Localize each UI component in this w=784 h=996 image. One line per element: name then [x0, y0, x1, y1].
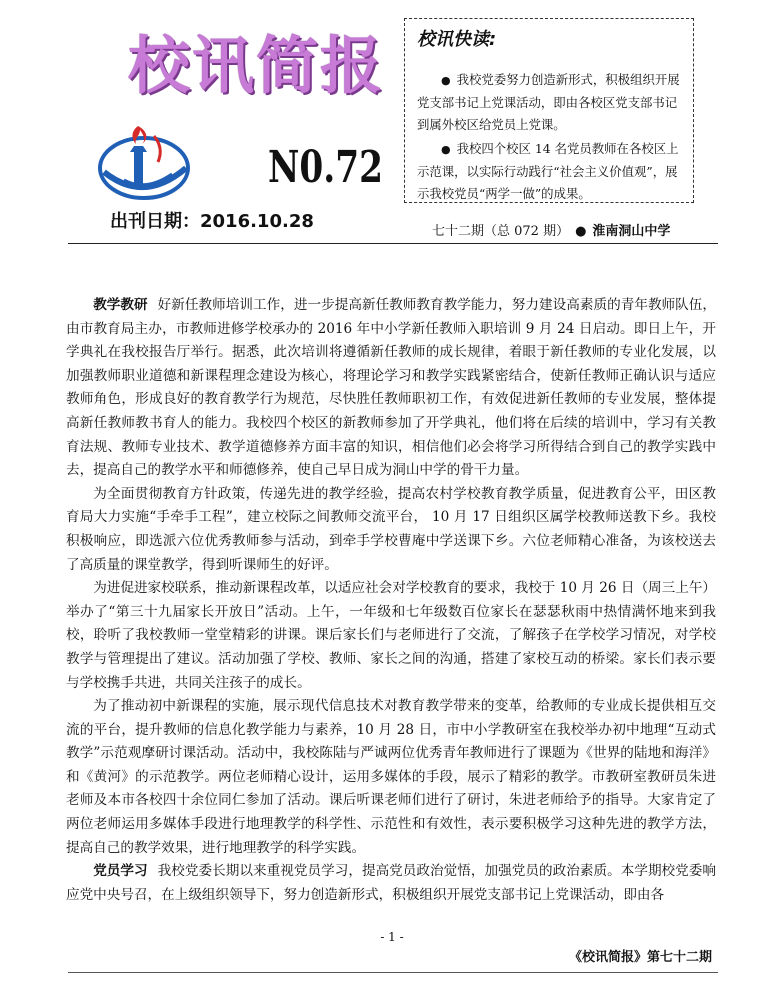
school-name: 淮南洞山中学 [592, 224, 671, 239]
article-body [66, 294, 716, 907]
issue-info-line [432, 220, 670, 239]
paragraph-text: 为进促进家校联系，推动新课程改革，以适应社会对学校教育的要求，我校于 10 月 26 日（周三上午）举办了“第三十九届家长开放日”活动。上午，一年级和七年级数百位家长在瑟瑟秋雨中热情满怀地来到我校，聆听了我校教师一堂堂精彩的讲课。课后家长们与老师进行了交流，了解孩子在学校学习情况，对学校教学与管理提出了建议。活动加强了学校、教师、家长之间的沟通，搭建了家校互动的桥梁。家长们表示要与学校携手共进，共同关注孩子的成长。 [66, 580, 717, 691]
issue-number: N0.72 [268, 142, 383, 193]
page-number: - 1 - [380, 930, 404, 944]
bullet-icon: ● [575, 224, 587, 239]
news-digest-item [417, 69, 683, 136]
article-paragraph [66, 483, 716, 577]
article-paragraph [66, 577, 716, 695]
news-digest-box [404, 18, 694, 203]
paragraph-text: 好新任教师培训工作，进一步提高新任教师教育教学能力，努力建设高素质的青年教师队伍，由市教育局主办，市教师进修学校承办的 2016 年中小学新任教师入职培训 9 月 24 日启动。即日上午，开学典礼在我校报告厅举行。据悉，此次培训将遵循新任教师的成长规律，着眼于新任教师的专业化发展，以加强教师职业道德和新课程理念建设为核心，将理论学习和教学实践紧密结合，使新任教师正确认识与适应教师角色，形成良好的教育教学行为规范，尽快胜任教师职初工作，有效促进新任教师的专业发展，整体提高新任教师教书育人的能力。我校四个校区的新教师参加了开学典礼，他们将在后续的培训中，学习有关教育法规、教师专业技术、教学道德修养方面丰富的知识，相信他们必会将学习所得结合到自己的教学实践中去，提高自己的教学水平和师德修养，使自己早日成为洞山中学的骨干力量。 [66, 297, 717, 479]
news-digest-item [417, 138, 683, 205]
masthead-title: 校讯简报 [128, 29, 385, 102]
paragraph-text: 为了推动初中新课程的实施，展示现代信息技术对教育教学带来的变革，给教师的专业成长提供相互交流的平台，提升教师的信息化教学能力与素养，10 月 28 日，市中小学教研室在我校举办初中地理“互动式教学”示范观摩研讨课活动。活动中，我校陈陆与严诚两位优秀青年教师进行了课题为《世界的陆地和海洋》和《黄河》的示范教学。两位老师精心设计，运用多媒体的手段，展示了精彩的教学。市教研室教研员朱进老师及本市各校四十余位同仁参加了活动。课后听课老师们进行了研讨，朱进老师给予的指导。大家肯定了两位老师运用多媒体手段进行地理教学的科学性、示范性和有效性，表示要积极学习这种先进的教学方法，提高自己的教学效果，进行地理教学的科学实践。 [66, 698, 716, 856]
paragraph-text: 为全面贯彻教育方针政策，传递先进的教学经验，提高农村学校教育教学质量，促进教育公平，田区教育局大力实施“手牵手工程”，建立校际之间教师交流平台， 10 月 17 日组织区属学校教师送教下乡。我校积极响应，即选派六位优秀教师参与活动，到牵手学校曹庵中学送课下乡。六位老师精心准备，为该校送去了高质量的课堂教学，得到听课师生的好评。 [66, 485, 716, 573]
bullet-icon: ● [441, 143, 451, 156]
issue-period: 七十二期（总 072 期） [432, 224, 570, 239]
header-divider [68, 243, 718, 244]
news-digest-item-text: 我校党委努力创造新形式，积极组织开展党支部书记上党课活动，即由各校区党支部书记到属外校区给党员上党课。 [417, 72, 680, 132]
footer-title: 《校讯简报》第七十二期 [568, 950, 712, 965]
footer-divider [68, 972, 718, 973]
news-digest-title: 校讯快读: [417, 29, 497, 50]
paragraph-text: 我校党委长期以来重视党员学习，提高党员政治觉悟，加强党员的政治素质。本学期校党委响应党中央号召，在上级组织领导下，努力创造新形式，积极组织开展党支部书记上党课活动，即由各 [66, 863, 717, 903]
article-paragraph [66, 860, 716, 907]
article-paragraph [66, 294, 716, 483]
section-lead: 教学教研 [93, 297, 148, 313]
publication-date: 出刊日期：2016.10.28 [110, 211, 314, 232]
bullet-icon: ● [441, 74, 451, 87]
section-lead: 党员学习 [93, 863, 148, 880]
article-paragraph [66, 695, 716, 860]
news-digest-item-text: 我校四个校区 14 名党员教师在各校区上示范课，以实际行动践行“社会主义价值观”，展示我校党员“两学一做”的成果。 [417, 141, 679, 201]
torch-emblem-icon [94, 122, 194, 202]
